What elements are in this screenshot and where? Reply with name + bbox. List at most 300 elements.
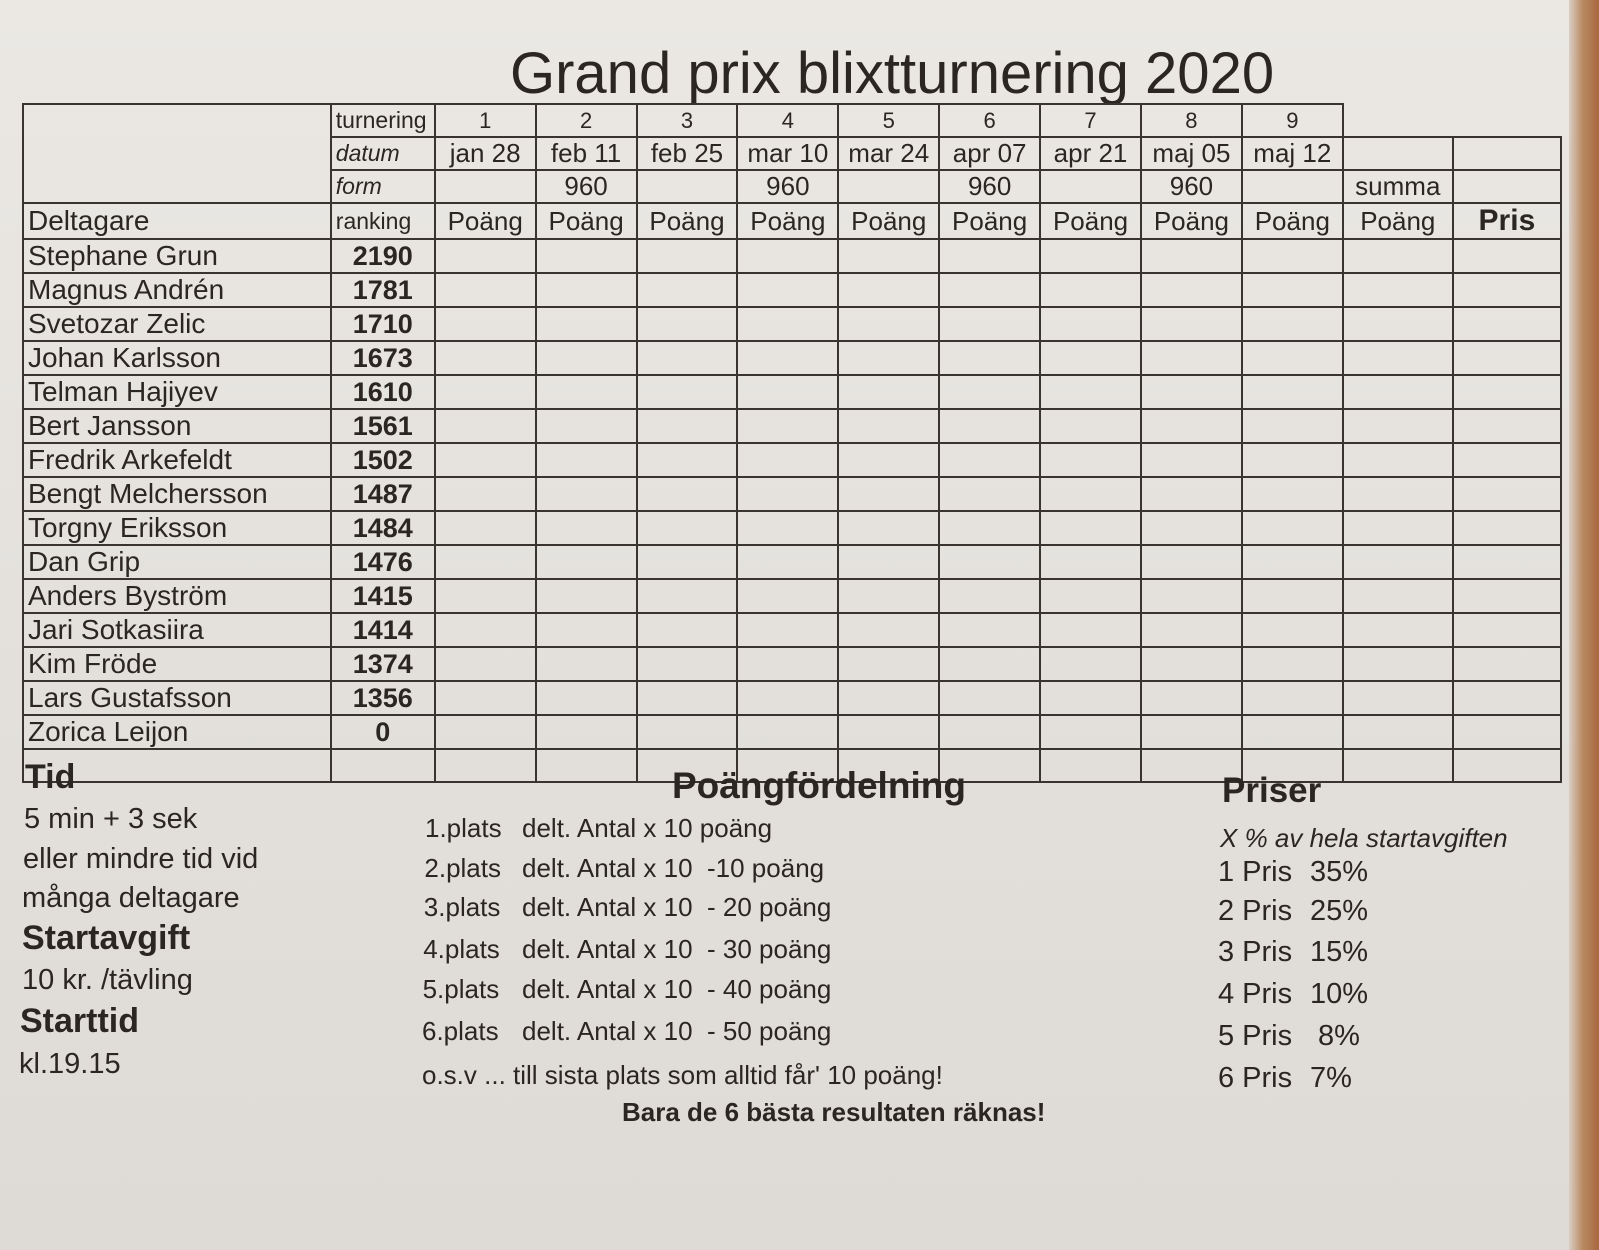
- score-cell: [1453, 443, 1561, 477]
- participant-name: Zorica Leijon: [23, 715, 331, 749]
- tournament-form: [838, 170, 939, 203]
- score-cell: [1040, 511, 1141, 545]
- placement-label: 5.plats: [422, 974, 500, 1004]
- score-cell: [939, 545, 1040, 579]
- score-cell: [1343, 273, 1453, 307]
- score-cell: [1453, 613, 1561, 647]
- score-cell: [737, 647, 838, 681]
- score-cell: [1141, 715, 1242, 749]
- score-cell: [637, 409, 738, 443]
- participant-ranking: 1710: [331, 307, 435, 341]
- score-cell: [435, 273, 536, 307]
- prize-label: 4 Pris: [1218, 978, 1293, 1010]
- tournament-date: jan 28: [435, 137, 536, 170]
- poang-label: Poäng: [939, 203, 1040, 239]
- score-cell: [435, 613, 536, 647]
- score-cell: [1453, 511, 1561, 545]
- participant-ranking: 1502: [331, 443, 435, 477]
- score-cell: [536, 647, 637, 681]
- participant-name: Jari Sotkasiira: [23, 613, 331, 647]
- score-cell: [1141, 341, 1242, 375]
- score-cell: [536, 613, 637, 647]
- tournament-form: [1242, 170, 1343, 203]
- score-cell: [1453, 409, 1561, 443]
- poang-label: Poäng: [637, 203, 738, 239]
- startavgift-heading: Startavgift: [22, 919, 191, 957]
- tournament-number: 5: [838, 104, 939, 137]
- score-cell: [1141, 443, 1242, 477]
- score-cell: [435, 681, 536, 715]
- score-cell: [1040, 273, 1141, 307]
- score-cell: [1343, 443, 1453, 477]
- score-cell: [838, 715, 939, 749]
- tournament-form: [435, 170, 536, 203]
- score-cell: [536, 749, 637, 782]
- poang-label: Poäng: [1141, 203, 1242, 239]
- score-cell: [435, 341, 536, 375]
- participant-ranking: 1610: [331, 375, 435, 409]
- score-cell: [838, 443, 939, 477]
- score-cell: [1242, 477, 1343, 511]
- prize-label: 2 Pris: [1218, 895, 1293, 927]
- participant-ranking: 1673: [331, 341, 435, 375]
- score-cell: [536, 239, 637, 273]
- participant-ranking: 1476: [331, 545, 435, 579]
- placement-label: 6.plats: [422, 1016, 499, 1046]
- score-cell: [838, 409, 939, 443]
- score-cell: [637, 307, 738, 341]
- placement-rule: delt. Antal x 10 - 40 poäng: [522, 974, 832, 1004]
- participant-name: Fredrik Arkefeldt: [23, 443, 331, 477]
- table-row: [23, 715, 1561, 749]
- tid-line-1: 5 min + 3 sek: [24, 803, 198, 835]
- score-cell: [1453, 749, 1561, 782]
- score-cell: [1040, 341, 1141, 375]
- score-cell: [435, 647, 536, 681]
- score-cell: [435, 307, 536, 341]
- participant-ranking: 1487: [331, 477, 435, 511]
- participant-name: Stephane Grun: [23, 239, 331, 273]
- score-cell: [1040, 715, 1141, 749]
- corner-cell: [23, 104, 331, 137]
- score-cell: [838, 511, 939, 545]
- poang-label: Poäng: [838, 203, 939, 239]
- prize-percent: 8%: [1310, 1020, 1360, 1052]
- score-cell: [1343, 239, 1453, 273]
- score-cell: [838, 477, 939, 511]
- score-cell: [435, 477, 536, 511]
- score-cell: [838, 375, 939, 409]
- participant-ranking: 1356: [331, 681, 435, 715]
- score-cell: [1343, 749, 1453, 782]
- tournament-date: apr 07: [939, 137, 1040, 170]
- score-cell: [1141, 545, 1242, 579]
- score-cell: [1453, 647, 1561, 681]
- score-cell: [1141, 409, 1242, 443]
- pris-label: Pris: [1453, 203, 1561, 239]
- score-cell: [536, 681, 637, 715]
- score-cell: [838, 307, 939, 341]
- tournament-date: maj 05: [1141, 137, 1242, 170]
- background-edge: [1569, 0, 1599, 1250]
- score-cell: [939, 307, 1040, 341]
- score-cell: [939, 409, 1040, 443]
- score-cell: [536, 477, 637, 511]
- tournament-number: 3: [637, 104, 738, 137]
- participant-name: Bert Jansson: [23, 409, 331, 443]
- score-table: [22, 103, 1562, 783]
- page-title: Grand prix blixtturnering 2020: [510, 41, 1275, 106]
- deltagare-label: Deltagare: [23, 203, 331, 239]
- table-row: [23, 511, 1561, 545]
- score-cell: [637, 341, 738, 375]
- participant-name: Dan Grip: [23, 545, 331, 579]
- score-cell: [1343, 307, 1453, 341]
- participant-name: Svetozar Zelic: [23, 307, 331, 341]
- score-cell: [939, 511, 1040, 545]
- score-cell: [737, 273, 838, 307]
- score-cell: [435, 409, 536, 443]
- participant-name: Telman Hajiyev: [23, 375, 331, 409]
- participant-ranking: 1415: [331, 579, 435, 613]
- participant-name: Lars Gustafsson: [23, 681, 331, 715]
- score-cell: [1242, 511, 1343, 545]
- score-cell: [1242, 239, 1343, 273]
- score-cell: [1040, 443, 1141, 477]
- score-cell: [536, 545, 637, 579]
- score-cell: [1242, 681, 1343, 715]
- tournament-date: apr 21: [1040, 137, 1141, 170]
- score-cell: [1141, 477, 1242, 511]
- poang-label: Poäng: [737, 203, 838, 239]
- score-cell: [435, 579, 536, 613]
- table-row: [23, 545, 1561, 579]
- participant-name: Magnus Andrén: [23, 273, 331, 307]
- tid-heading: Tid: [25, 758, 76, 796]
- tournament-date: maj 12: [1242, 137, 1343, 170]
- prize-percent: 25%: [1310, 895, 1369, 927]
- score-cell: [637, 647, 738, 681]
- poang-label: Poäng: [1242, 203, 1343, 239]
- placement-rule: delt. Antal x 10 - 20 poäng: [522, 892, 832, 922]
- score-cell: [737, 613, 838, 647]
- table-row: [23, 647, 1561, 681]
- score-cell: [737, 681, 838, 715]
- score-cell: [939, 715, 1040, 749]
- placement-label: 4.plats: [423, 934, 500, 964]
- score-cell: [435, 375, 536, 409]
- tournament-form: 960: [939, 170, 1040, 203]
- placement-label: 3.plats: [423, 892, 501, 922]
- table-row: [23, 681, 1561, 715]
- score-cell: [1343, 375, 1453, 409]
- score-cell: [1343, 681, 1453, 715]
- score-cell: [536, 341, 637, 375]
- score-cell: [1242, 273, 1343, 307]
- table-row: [23, 341, 1561, 375]
- participant-ranking: 1484: [331, 511, 435, 545]
- score-cell: [1040, 647, 1141, 681]
- score-cell: [939, 443, 1040, 477]
- score-cell: [1453, 307, 1561, 341]
- table-row: [23, 307, 1561, 341]
- pris-header-cell: [1453, 137, 1561, 170]
- prize-label: 3 Pris: [1218, 936, 1293, 968]
- score-cell: [1040, 307, 1141, 341]
- score-cell: [1242, 545, 1343, 579]
- score-cell: [1242, 443, 1343, 477]
- placement-label: 2.plats: [424, 853, 501, 883]
- starttid-value: kl.19.15: [19, 1048, 121, 1080]
- score-cell: [637, 681, 738, 715]
- score-cell: [637, 477, 738, 511]
- score-cell: [737, 307, 838, 341]
- score-cell: [1242, 613, 1343, 647]
- tournament-date: feb 11: [536, 137, 637, 170]
- score-cell: [1040, 613, 1141, 647]
- score-cell: [637, 239, 738, 273]
- score-cell: [1453, 681, 1561, 715]
- score-cell: [1242, 341, 1343, 375]
- datum-label: datum: [331, 137, 435, 170]
- poangfordelning-note: Bara de 6 bästa resultaten räknas!: [622, 1097, 1046, 1127]
- score-cell: [737, 545, 838, 579]
- prize-label: 6 Pris: [1218, 1062, 1293, 1094]
- score-cell: [1040, 579, 1141, 613]
- score-cell: [435, 749, 536, 782]
- prize-label: 1 Pris: [1218, 856, 1293, 888]
- score-cell: [1343, 545, 1453, 579]
- pris-header-cell: [1453, 170, 1561, 203]
- score-cell: [1040, 409, 1141, 443]
- score-cell: [1453, 545, 1561, 579]
- score-cell: [1242, 579, 1343, 613]
- score-cell: [637, 443, 738, 477]
- tournament-form: [637, 170, 738, 203]
- score-cell: [1141, 579, 1242, 613]
- tournament-date: mar 24: [838, 137, 939, 170]
- score-cell: [1343, 715, 1453, 749]
- summa-label: summa: [1343, 170, 1453, 203]
- score-cell: [737, 477, 838, 511]
- score-cell: [838, 341, 939, 375]
- prize-percent: 10%: [1310, 978, 1369, 1010]
- table-row: [23, 273, 1561, 307]
- score-cell: [536, 409, 637, 443]
- prize-percent: 35%: [1310, 856, 1369, 888]
- participant-name: Anders Byström: [23, 579, 331, 613]
- score-cell: [737, 341, 838, 375]
- participant-ranking: 0: [331, 715, 435, 749]
- poang-label: Poäng: [1040, 203, 1141, 239]
- score-cell: [637, 545, 738, 579]
- summa-header-cell: [1343, 137, 1453, 170]
- score-cell: [1242, 375, 1343, 409]
- participant-name: Johan Karlsson: [23, 341, 331, 375]
- score-cell: [637, 273, 738, 307]
- tournament-number: 4: [737, 104, 838, 137]
- tournament-form: 960: [536, 170, 637, 203]
- score-cell: [1343, 579, 1453, 613]
- score-cell: [838, 545, 939, 579]
- participant-ranking: 1414: [331, 613, 435, 647]
- score-cell: [637, 511, 738, 545]
- score-cell: [838, 579, 939, 613]
- score-cell: [737, 409, 838, 443]
- score-cell: [1141, 613, 1242, 647]
- score-cell: [1141, 239, 1242, 273]
- score-cell: [536, 511, 637, 545]
- placement-rule: delt. Antal x 10 -10 poäng: [522, 853, 825, 883]
- startavgift-value: 10 kr. /tävling: [22, 964, 193, 996]
- score-cell: [1141, 647, 1242, 681]
- score-cell: [1343, 511, 1453, 545]
- score-cell: [737, 579, 838, 613]
- participant-ranking: 2190: [331, 239, 435, 273]
- score-cell: [435, 443, 536, 477]
- tournament-number: 6: [939, 104, 1040, 137]
- score-cell: [939, 647, 1040, 681]
- tournament-number: 1: [435, 104, 536, 137]
- prize-label: 5 Pris: [1218, 1020, 1293, 1052]
- score-cell: [1343, 341, 1453, 375]
- table-row: [23, 443, 1561, 477]
- table-row: [23, 239, 1561, 273]
- tournament-form: 960: [1141, 170, 1242, 203]
- summa-poang-label: Poäng: [1343, 203, 1453, 239]
- score-cell: [838, 681, 939, 715]
- placement-rule: delt. Antal x 10 - 50 poäng: [522, 1016, 832, 1046]
- tournament-form: 960: [737, 170, 838, 203]
- score-cell: [737, 239, 838, 273]
- score-cell: [1141, 681, 1242, 715]
- tournament-form: [1040, 170, 1141, 203]
- score-cell: [939, 273, 1040, 307]
- score-cell: [1040, 681, 1141, 715]
- corner-cell: [23, 137, 331, 170]
- poangfordelning-heading: Poängfördelning: [672, 765, 966, 806]
- corner-cell: [23, 170, 331, 203]
- participant-name: Kim Fröde: [23, 647, 331, 681]
- score-cell: [737, 715, 838, 749]
- score-cell: [1040, 545, 1141, 579]
- table-row: [23, 613, 1561, 647]
- participant-ranking: 1561: [331, 409, 435, 443]
- score-cell: [939, 375, 1040, 409]
- turnering-label: turnering: [331, 104, 435, 137]
- score-cell: [737, 511, 838, 545]
- tournament-number: 2: [536, 104, 637, 137]
- priser-subtitle: X % av hela startavgiften: [1220, 823, 1508, 853]
- participant-name: Torgny Eriksson: [23, 511, 331, 545]
- poang-label: Poäng: [435, 203, 536, 239]
- score-cell: [1040, 477, 1141, 511]
- ranking-label: ranking: [331, 203, 435, 239]
- score-cell: [435, 511, 536, 545]
- score-cell: [435, 545, 536, 579]
- score-cell: [1343, 409, 1453, 443]
- score-cell: [637, 613, 738, 647]
- score-cell: [1141, 375, 1242, 409]
- score-cell: [1453, 375, 1561, 409]
- blank-cell: [1453, 104, 1561, 137]
- starttid-heading: Starttid: [20, 1002, 139, 1040]
- score-cell: [1141, 511, 1242, 545]
- score-cell: [1453, 341, 1561, 375]
- score-cell: [838, 239, 939, 273]
- score-cell: [838, 273, 939, 307]
- tid-line-2: eller mindre tid vid: [23, 843, 259, 875]
- tournament-date: mar 10: [737, 137, 838, 170]
- score-cell: [1453, 715, 1561, 749]
- placement-rule: delt. Antal x 10 poäng: [522, 813, 773, 843]
- score-cell: [536, 443, 637, 477]
- score-cell: [939, 341, 1040, 375]
- score-cell: [435, 715, 536, 749]
- tournament-date: feb 25: [637, 137, 738, 170]
- poang-label: Poäng: [536, 203, 637, 239]
- score-cell: [1343, 647, 1453, 681]
- score-cell: [1040, 239, 1141, 273]
- score-cell: [1040, 375, 1141, 409]
- score-cell: [1453, 273, 1561, 307]
- score-cell: [1453, 239, 1561, 273]
- tournament-number: 9: [1242, 104, 1343, 137]
- score-cell: [939, 239, 1040, 273]
- score-cell: [1453, 477, 1561, 511]
- score-cell: [536, 715, 637, 749]
- prize-percent: 15%: [1310, 936, 1369, 968]
- score-cell: [637, 375, 738, 409]
- poangfordelning-osv: o.s.v ... till sista plats som alltid får' 10 poäng!: [422, 1060, 943, 1090]
- score-cell: [1040, 749, 1141, 782]
- tournament-number: 8: [1141, 104, 1242, 137]
- score-cell: [1343, 613, 1453, 647]
- placement-rule: delt. Antal x 10 - 30 poäng: [522, 934, 832, 964]
- participant-ranking: 1374: [331, 647, 435, 681]
- priser-heading: Priser: [1222, 771, 1322, 810]
- score-cell: [1141, 307, 1242, 341]
- prize-percent: 7%: [1310, 1062, 1352, 1094]
- score-cell: [939, 477, 1040, 511]
- score-cell: [1242, 715, 1343, 749]
- score-cell: [737, 443, 838, 477]
- tid-line-3: många deltagare: [22, 882, 240, 914]
- participant-ranking: 1781: [331, 273, 435, 307]
- score-cell: [536, 579, 637, 613]
- form-label: form: [331, 170, 435, 203]
- participant-ranking: [331, 749, 435, 782]
- table-row: [23, 477, 1561, 511]
- score-cell: [637, 579, 738, 613]
- score-cell: [435, 239, 536, 273]
- table-row: [23, 579, 1561, 613]
- table-row: [23, 409, 1561, 443]
- score-cell: [637, 715, 738, 749]
- tournament-number: 7: [1040, 104, 1141, 137]
- score-cell: [536, 307, 637, 341]
- score-cell: [838, 613, 939, 647]
- score-cell: [1242, 647, 1343, 681]
- placement-label: 1.plats: [425, 813, 502, 843]
- score-cell: [536, 273, 637, 307]
- score-cell: [737, 375, 838, 409]
- score-cell: [1242, 307, 1343, 341]
- score-cell: [838, 647, 939, 681]
- score-cell: [1343, 477, 1453, 511]
- score-cell: [939, 579, 1040, 613]
- score-cell: [939, 613, 1040, 647]
